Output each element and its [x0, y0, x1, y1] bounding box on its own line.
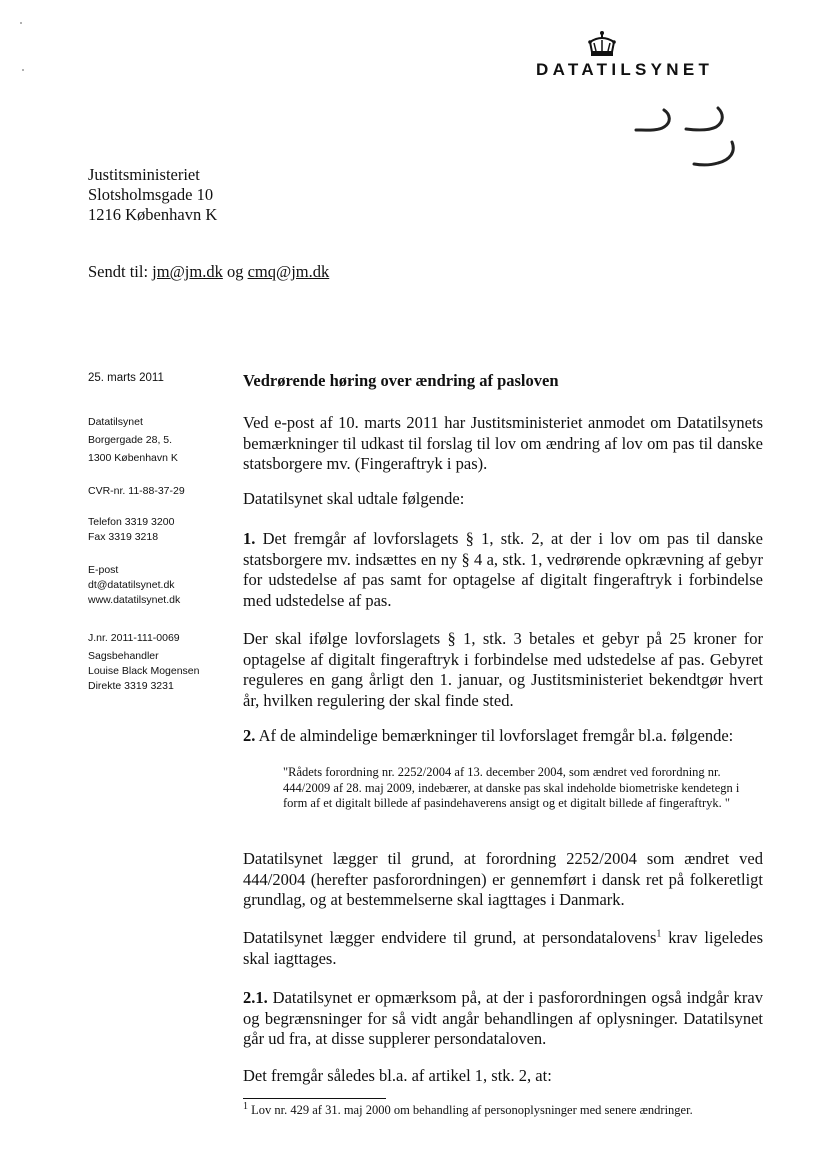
recipient-name: Justitsministeriet: [88, 165, 200, 184]
fax: Fax 3319 3218: [88, 531, 159, 543]
caseworker-direct-phone: Direkte 3319 3231: [88, 680, 174, 692]
section-number: 2.: [243, 726, 256, 745]
sender-address: [88, 415, 178, 466]
handwritten-marks: [632, 100, 742, 180]
letter-date: 25. marts 2011: [88, 372, 164, 384]
email-link-jm[interactable]: jm@jm.dk: [152, 262, 223, 281]
scan-speck: [20, 22, 22, 24]
cvr-number: CVR-nr. 11-88-37-29: [88, 485, 185, 497]
email-block: [88, 563, 180, 608]
sent-to-label: Sendt til:: [88, 262, 153, 281]
journal-number: J.nr. 2011-111-0069: [88, 632, 180, 644]
paragraph-section-2-1: [243, 988, 763, 1050]
sender-org: Datatilsynet: [88, 416, 143, 428]
paragraph-section-1: [243, 529, 763, 611]
paragraph-text: Det fremgår af lovforslagets § 1, stk. 2, at der i lov om pas til danske statsborgere mv. indsættes en ny § 4 a, stk. 1, vedrørende opkrævning af gebyr for udstedelse af pas samt for optagelse af digitalt fingeraftryk i forbindelse med udstedelse af pas.: [243, 529, 763, 610]
paragraph-article: Det fremgår således bl.a. af artikel 1, stk. 2, at:: [243, 1066, 552, 1085]
sender-website: www.datatilsynet.dk: [88, 594, 181, 606]
sent-to-line: [88, 262, 329, 282]
footnote-ref: 1: [656, 928, 662, 940]
paragraph-text: Datatilsynet lægger endvidere til grund, at persondatalovens: [243, 928, 657, 947]
paragraph-text: Datatilsynet er opmærksom på, at der i pasforordningen også indgår krav og begrænsninger for så vidt angår behandlingen af oplysninger. Datatilsynet går ud fra, at disse supplerer persondataloven.: [243, 988, 763, 1048]
paragraph-fee: Der skal ifølge lovforslagets § 1, stk. 3 betales et gebyr på 25 kroner for optagelse af digitalt fingeraftryk i forbindelse med udstedelse af pas. Gebyret reguleres en gang årligt den 1. januar, og Justitsministeriet bekendtgør hvert år, hvilken regulering der skal finde sted.: [243, 629, 763, 710]
footnote-mark: 1: [243, 1100, 248, 1112]
footnote-text: Lov nr. 429 af 31. maj 2000 om behandling af personoplysninger med senere ændringer.: [248, 1103, 693, 1117]
footnote: [243, 1100, 693, 1118]
email-link-cmq[interactable]: cmq@jm.dk: [247, 262, 330, 281]
caseworker-name: Louise Black Mogensen: [88, 665, 200, 677]
paragraph-regulation: Datatilsynet lægger til grund, at forordning 2252/2004 som ændret ved 444/2004 (herefter pasforordningen) er gennemført i dansk ret på folkeretligt grundlag, og at bestemmelserne skal iagttages i Danmark.: [243, 849, 763, 909]
sender-street: Borgergade 28, 5.: [88, 434, 173, 446]
logo-wordmark: DATATILSYNET: [536, 60, 714, 79]
sent-to-connector: og: [222, 262, 248, 281]
phone: Telefon 3319 3200: [88, 516, 175, 528]
paragraph-intro: Ved e-post af 10. marts 2011 har Justitsministeriet anmodet om Datatilsynets bemærkninger til udkast til forslag til lov om ændring af lov om pas til danske statsborgere mv. (Fingeraftryk i pas).: [243, 413, 763, 473]
paragraph-data-law: [243, 928, 763, 969]
crown-icon: [585, 30, 619, 60]
scan-speck: [22, 69, 24, 71]
paragraph-section-2: [243, 726, 763, 747]
caseworker-label: Sagsbehandler: [88, 650, 159, 662]
sender-city: 1300 København K: [88, 452, 178, 464]
section-number: 2.1.: [243, 988, 268, 1007]
paragraph-text: krav ligeledes skal iagttages.: [243, 928, 763, 968]
sender-email: dt@datatilsynet.dk: [88, 579, 175, 591]
recipient-street: Slotsholmsgade 10: [88, 185, 214, 204]
footnote-divider: [243, 1098, 386, 1099]
paragraph-text: Af de almindelige bemærkninger til lovforslaget fremgår bl.a. følgende:: [255, 726, 734, 745]
paragraph-statement: Datatilsynet skal udtale følgende:: [243, 489, 465, 508]
email-label: E-post: [88, 564, 119, 576]
case-block: [88, 631, 200, 694]
phone-block: [88, 515, 174, 545]
recipient-city: 1216 København K: [88, 205, 218, 224]
section-number: 1.: [243, 529, 256, 548]
recipient-address: [88, 165, 217, 225]
block-quote: "Rådets forordning nr. 2252/2004 af 13. december 2004, som ændret ved forordning nr. 444/2009 af 28. maj 2009, indebærer, at danske pas skal indeholde biometriske kendetegn i form af et digitalt billede af pasindehaverens ansigt og et digitalt billede af fingeraftryk. ": [283, 765, 740, 810]
letter-subject: Vedrørende høring over ændring af pasloven: [243, 371, 559, 390]
